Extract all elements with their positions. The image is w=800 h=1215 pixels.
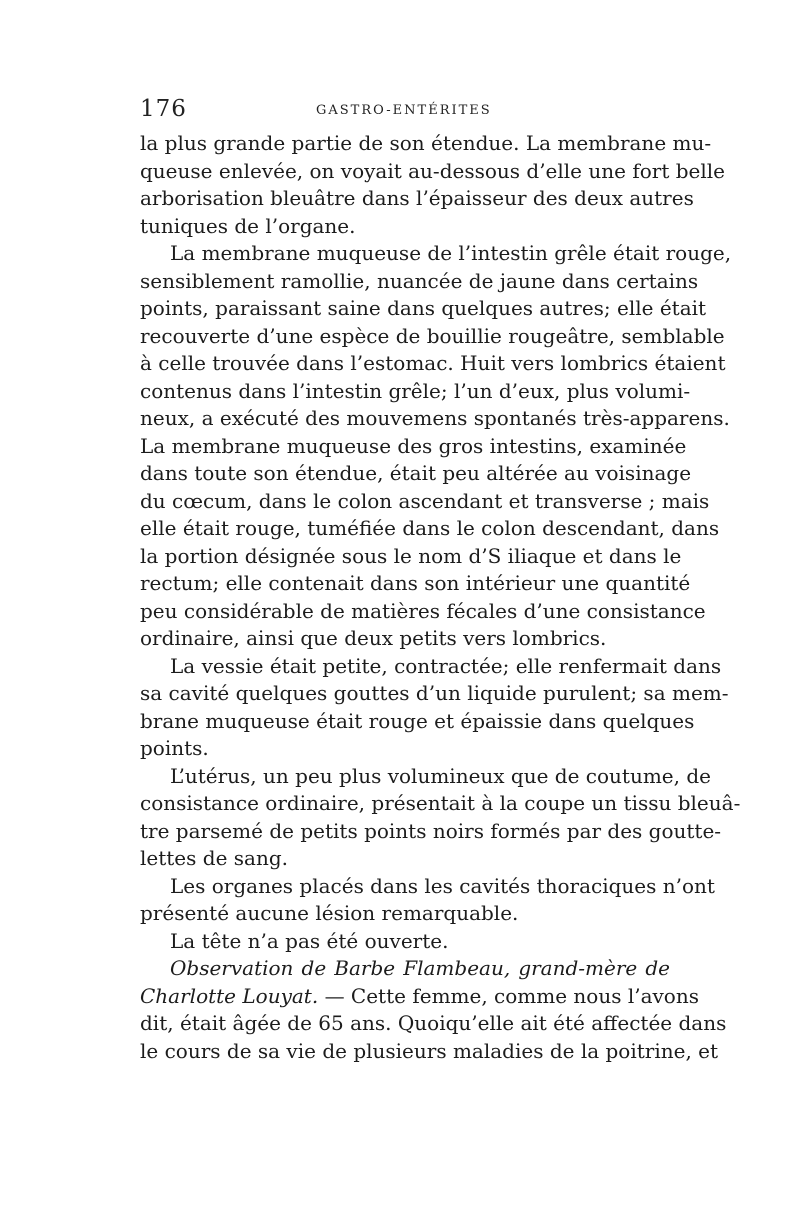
text-line: dans toute son étendue, était peu altérée au voisinage xyxy=(140,461,692,485)
page-number: 176 xyxy=(140,96,187,122)
observation-line-4: le cours de sa vie de plusieurs maladies de la poitrine, et xyxy=(140,1038,719,1063)
text-line: ordinaire, ainsi que deux petits vers lombrics. xyxy=(140,626,607,650)
text-line: sensiblement ramollie, nuancée de jaune dans certains xyxy=(140,268,699,293)
text-line: du cœcum, dans le colon ascendant et transverse ; mais xyxy=(140,488,710,513)
text-line: consistance ordinaire, présentait à la coupe un tissu bleuâ- xyxy=(140,791,741,815)
text-line: La tête n’a pas été ouverte. xyxy=(170,928,449,953)
text-line: sa cavité quelques gouttes d’un liquide purulent; sa mem- xyxy=(140,681,729,705)
text-line: L’utérus, un peu plus volumineux que de coutume, de xyxy=(170,763,711,788)
text-line: neux, a exécuté des mouvemens spontanés très-apparens. xyxy=(140,406,730,430)
text-line: présenté aucune lésion remarquable. xyxy=(140,901,519,925)
text-line: lettes de sang. xyxy=(140,846,288,870)
text-line: elle était rouge, tuméfiée dans le colon descendant, dans xyxy=(140,516,720,540)
text-line: Les organes placés dans les cavités thoraciques n’ont xyxy=(170,873,715,898)
observation-line-3: dit, était âgée de 65 ans. Quoiqu’elle ait été affectée dans xyxy=(140,1011,727,1035)
observation-line-2 xyxy=(140,983,699,1011)
text-line: La membrane muqueuse de l’intestin grêle était rouge, xyxy=(170,241,732,265)
text-line: la plus grande partie de son étendue. La membrane mu- xyxy=(140,131,712,155)
text-line: la portion désignée sous le nom d’S iliaque et dans le xyxy=(140,543,682,568)
text-line: tuniques de l’organe. xyxy=(140,213,356,238)
text-line: à celle trouvée dans l’estomac. Huit vers lombrics étaient xyxy=(140,351,726,375)
observation-text: — Cette femme, comme nous l’avons xyxy=(324,983,699,1008)
text-line: arborisation bleuâtre dans l’épaisseur des deux autres xyxy=(140,186,694,210)
observation-title: Observation de Barbe Flambeau, grand-mère de xyxy=(170,956,670,980)
observation-title-line xyxy=(140,955,670,983)
observation-subject: Charlotte Louyat. xyxy=(140,983,319,1008)
text-line: queuse enlevée, on voyait au-dessous d’elle une fort belle xyxy=(140,158,725,183)
body-text xyxy=(140,130,741,1065)
text-line: contenus dans l’intestin grêle; l’un d’eux, plus volumi- xyxy=(140,378,691,403)
text-line: recouverte d’une espèce de bouillie rougeâtre, semblable xyxy=(140,323,725,348)
text-line: rectum; elle contenait dans son intérieur une quantité xyxy=(140,571,691,595)
text-line: La vessie était petite, contractée; elle renfermait dans xyxy=(170,653,722,678)
text-line: tre parsemé de petits points noirs formés par des goutte- xyxy=(140,818,722,843)
text-line: La membrane muqueuse des gros intestins, examinée xyxy=(140,433,687,458)
page-header xyxy=(140,96,675,126)
text-line: brane muqueuse était rouge et épaissie dans quelques xyxy=(140,708,695,733)
text-line: points, paraissant saine dans quelques autres; elle était xyxy=(140,296,707,320)
text-line: peu considérable de matières fécales d’une consistance xyxy=(140,598,706,623)
text-line: points. xyxy=(140,736,209,760)
running-title: GASTRO-ENTÉRITES xyxy=(316,103,492,118)
